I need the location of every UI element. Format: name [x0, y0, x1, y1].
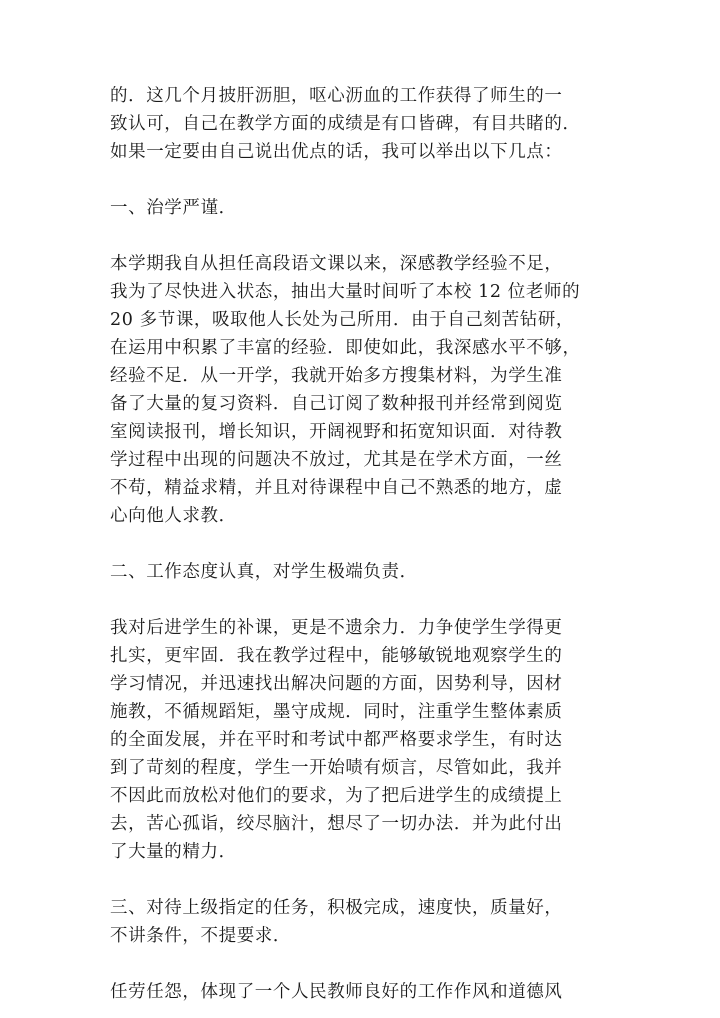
text-line: 到了苛刻的程度，学生一开始啧有烦言，尽管如此，我并	[110, 758, 563, 778]
text-line: 的．这几个月披肝沥胆，呕心沥血的工作获得了师生的一	[110, 86, 563, 106]
heading-two	[110, 558, 610, 586]
text-line: 不苟，精益求精，并且对待课程中自己不熟悉的地方，虚	[110, 478, 563, 498]
text-line: 学过程中出现的问题决不放过，尤其是在学术方面，一丝	[110, 450, 563, 470]
body-two	[110, 614, 610, 866]
text-line: 二、工作态度认真，对学生极端负责．	[110, 562, 418, 582]
text-line: 在运用中积累了丰富的经验．即使如此，我深感水平不够，	[110, 338, 581, 358]
paragraph-gap	[110, 586, 610, 614]
text-line: 心向他人求教．	[110, 506, 237, 526]
paragraph-gap	[110, 222, 610, 250]
text-line: 三、对待上级指定的任务，积极完成，速度快，质量好，	[110, 898, 563, 918]
text-line: 如果一定要由自己说出优点的话，我可以举出以下几点：	[110, 142, 563, 162]
paragraph-gap	[110, 166, 610, 194]
body-one	[110, 250, 610, 530]
text-line: 本学期我自从担任高段语文课以来，深感教学经验不足，	[110, 254, 563, 274]
text-line: 室阅读报刊，增长知识，开阔视野和拓宽知识面．对待教	[110, 422, 563, 442]
text-line: 经验不足．从一开学，我就开始多方搜集材料，为学生准	[110, 366, 563, 386]
text-line: 去，苦心孤诣，绞尽脑汁，想尽了一切办法．并为此付出	[110, 814, 563, 834]
paragraph-gap	[110, 950, 610, 978]
paragraph-gap	[110, 530, 610, 558]
heading-one	[110, 194, 610, 222]
heading-three	[110, 894, 610, 950]
intro-paragraph	[110, 82, 610, 166]
text-line: 致认可，自己在教学方面的成绩是有口皆碑，有目共睹的．	[110, 114, 581, 134]
text-line: 备了大量的复习资料．自己订阅了数种报刊并经常到阅览	[110, 394, 563, 414]
text-line: 扎实，更牢固．我在教学过程中，能够敏锐地观察学生的	[110, 646, 563, 666]
text-line: 任劳任怨，体现了一个人民教师良好的工作作风和道德风	[110, 982, 563, 1002]
text-line: 不因此而放松对他们的要求，为了把后进学生的成绩提上	[110, 786, 563, 806]
text-line: 了大量的精力．	[110, 842, 237, 862]
text-line: 的全面发展，并在平时和考试中都严格要求学生，有时达	[110, 730, 563, 750]
text-line: 不讲条件，不提要求．	[110, 926, 291, 946]
body-three	[110, 978, 610, 1006]
text-line: 我为了尽快进入状态，抽出大量时间听了本校 12 位老师的	[110, 282, 581, 302]
text-line: 学习情况，并迅速找出解决问题的方面，因势利导，因材	[110, 674, 563, 694]
text-line: 一、治学严谨．	[110, 198, 237, 218]
text-line: 我对后进学生的补课，更是不遗余力．力争使学生学得更	[110, 618, 563, 638]
paragraph-gap	[110, 866, 610, 894]
document-text	[110, 82, 610, 1006]
text-line: 施教，不循规蹈矩，墨守成规．同时，注重学生整体素质	[110, 702, 563, 722]
text-line: 20 多节课，吸取他人长处为己所用．由于自己刻苦钻研，	[110, 310, 575, 330]
